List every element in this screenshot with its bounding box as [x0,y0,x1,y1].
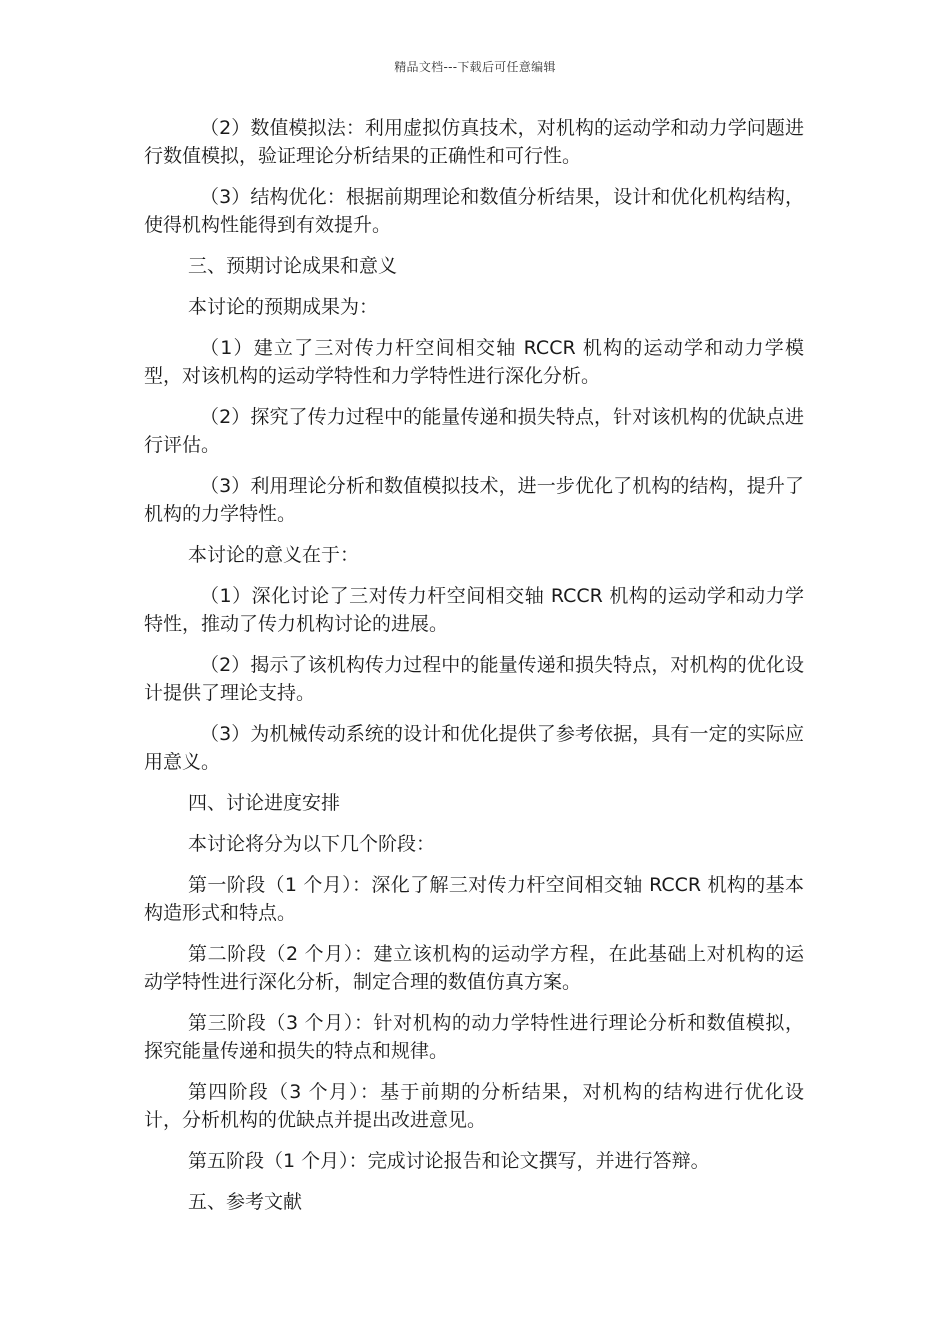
paragraph-result-1: （1）建立了三对传力杆空间相交轴 RCCR 机构的运动学和动力学模型，对该机构的运动学特性和力学特性进行深化分析。 [144,337,804,387]
paragraph-method-2: （2）数值模拟法：利用虚拟仿真技术，对机构的运动学和动力学问题进行数值模拟，验证理论分析结果的正确性和可行性。 [144,117,804,167]
section-heading-5: 五、参考文献 [188,1191,303,1213]
paragraph-stage-2: 第二阶段（2 个月）：建立该机构的运动学方程，在此基础上对机构的运动学特性进行深化分析，制定合理的数值仿真方案。 [144,943,804,993]
paragraph-stage-3: 第三阶段（3 个月）：针对机构的动力学特性进行理论分析和数值模拟，探究能量传递和损失的特点和规律。 [144,1012,804,1062]
paragraph-schedule-intro: 本讨论将分为以下几个阶段： [188,833,436,855]
paragraph-method-3: （3）结构优化：根据前期理论和数值分析结果，设计和优化机构结构，使得机构性能得到有效提升。 [144,186,804,236]
paragraph-significance-1: （1）深化讨论了三对传力杆空间相交轴 RCCR 机构的运动学和动力学特性，推动了传力机构讨论的进展。 [144,585,804,635]
page-header: 精品文档---下载后可任意编辑 [394,60,556,74]
paragraph-significance-3: （3）为机械传动系统的设计和优化提供了参考依据，具有一定的实际应用意义。 [144,723,804,773]
paragraph-stage-1: 第一阶段（1 个月）：深化了解三对传力杆空间相交轴 RCCR 机构的基本构造形式和特点。 [144,874,804,924]
section-heading-3: 三、预期讨论成果和意义 [188,255,398,277]
paragraph-stage-5: 第五阶段（1 个月）：完成讨论报告和论文撰写，并进行答辩。 [188,1150,710,1172]
paragraph-result-3: （3）利用理论分析和数值模拟技术，进一步优化了机构的结构，提升了机构的力学特性。 [144,475,804,525]
paragraph-significance-intro: 本讨论的意义在于： [188,544,360,566]
paragraph-significance-2: （2）揭示了该机构传力过程中的能量传递和损失特点，对机构的优化设计提供了理论支持。 [144,654,804,704]
section-heading-4: 四、讨论进度安排 [188,792,341,814]
document-body [144,114,804,1229]
paragraph-results-intro: 本讨论的预期成果为： [188,296,379,318]
paragraph-result-2: （2）探究了传力过程中的能量传递和损失特点，针对该机构的优缺点进行评估。 [144,406,804,456]
paragraph-stage-4: 第四阶段（3 个月）：基于前期的分析结果，对机构的结构进行优化设计，分析机构的优缺点并提出改进意见。 [144,1081,804,1131]
